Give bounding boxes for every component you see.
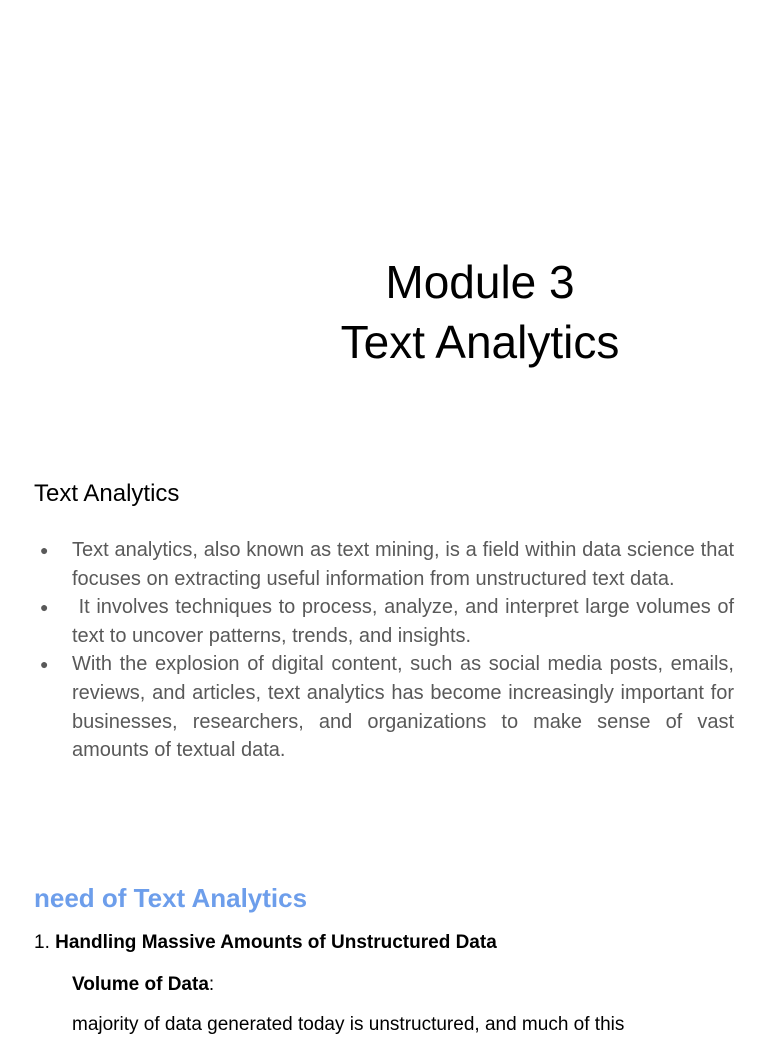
module-title-line-2: Text Analytics bbox=[340, 316, 620, 368]
sub-heading bbox=[72, 972, 214, 998]
bullet-icon: ● bbox=[40, 542, 49, 558]
bullet-text: With the explosion of digital content, such as social media posts, emails, reviews, and articles, text analytics has become increasingly important for businesses, researchers, and organizations to make sense of vast amounts of textual data. bbox=[72, 653, 734, 762]
item-title: Handling Massive Amounts of Unstructured Data bbox=[55, 932, 497, 953]
sub-heading-label: Volume of Data bbox=[72, 974, 209, 995]
sub-heading-colon: : bbox=[208, 974, 215, 995]
need-heading: need of Text Analytics bbox=[34, 883, 308, 913]
bullet-item bbox=[34, 650, 734, 764]
item-number: 1. bbox=[34, 932, 50, 953]
bullet-list bbox=[34, 536, 740, 765]
bullet-text: It involves techniques to process, analyze, and interpret large volumes of text to uncover patterns, trends, and insights. bbox=[72, 596, 740, 647]
module-title-line-1: Module 3 bbox=[385, 256, 575, 308]
section-heading: Text Analytics bbox=[34, 480, 180, 507]
module-title bbox=[190, 252, 768, 372]
bullet-text: Text analytics, also known as text mining, is a field within data science that focuses on extracting useful information from unstructured text data. bbox=[72, 539, 734, 590]
numbered-item bbox=[34, 930, 497, 956]
bullet-item bbox=[34, 536, 734, 593]
bullet-icon: ● bbox=[40, 599, 49, 616]
bullet-icon: ● bbox=[40, 656, 49, 673]
body-text-partial: majority of data generated today is unstructured, and much of this bbox=[72, 1014, 625, 1035]
bullet-item bbox=[34, 593, 740, 650]
